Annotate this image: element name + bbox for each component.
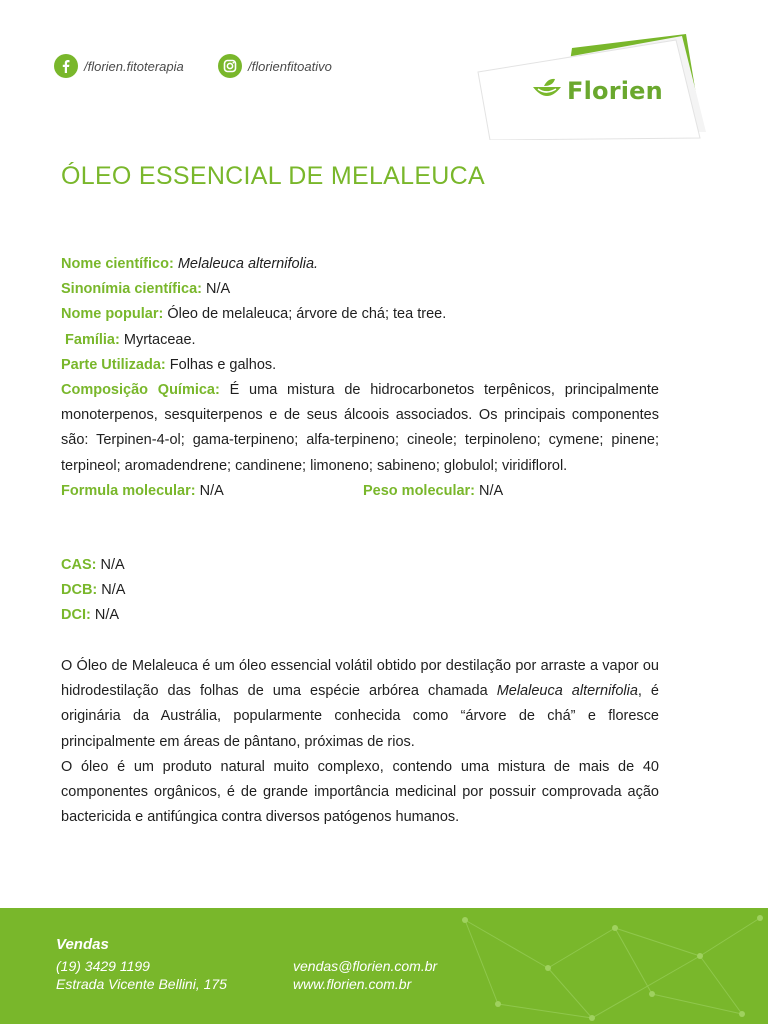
field-formula xyxy=(61,479,363,504)
brand-logo xyxy=(529,77,663,105)
field-familia xyxy=(61,328,659,353)
footer-website[interactable]: www.florien.com.br xyxy=(293,976,412,992)
field-label: Peso molecular: xyxy=(363,482,476,499)
field-label: Família: xyxy=(65,331,120,348)
field-value: É uma mistura de hidrocarbonetos terpênicos, principalmente monoterpenos, sesquiterpenos e de seus álcoois associados. Os principais componentes são: Terpinen-4-ol; gama-terpineno; alfa-terpineno; cineole; terpinoleno; cymene; pinene; terpineol; aromadendrene; candinene; limoneno; sabineno; globulol; viridiflorol. xyxy=(61,382,659,474)
field-label: Nome científico: xyxy=(61,256,174,272)
registry-fields xyxy=(61,553,659,629)
field-label: Nome popular: xyxy=(61,306,164,323)
field-label: CAS: xyxy=(61,557,97,573)
facebook-link[interactable] xyxy=(54,54,184,78)
field-composicao xyxy=(61,378,659,479)
footer-address: Estrada Vicente Bellini, 175 xyxy=(56,976,227,992)
field-value: N/A xyxy=(206,281,231,298)
field-value: Folhas e galhos. xyxy=(169,356,277,373)
field-nome-popular xyxy=(61,302,659,327)
product-fields xyxy=(61,252,659,504)
brand-name: Florien xyxy=(567,77,663,105)
field-dci xyxy=(61,603,659,628)
field-label: Composição Química: xyxy=(61,382,220,399)
field-value: N/A xyxy=(199,482,224,499)
field-value: N/A xyxy=(100,557,125,573)
field-value: Óleo de melaleuca; árvore de chá; tea tree. xyxy=(167,306,447,323)
field-sinonimia xyxy=(61,277,659,302)
field-label: Formula molecular: xyxy=(61,482,196,499)
field-label: Sinonímia científica: xyxy=(61,281,202,298)
page-title: ÓLEO ESSENCIAL DE MELALEUCA xyxy=(61,162,485,190)
footer-phone: (19) 3429 1199 xyxy=(56,958,150,974)
footer-heading: Vendas xyxy=(56,936,109,953)
field-nome-cientifico xyxy=(61,252,659,277)
field-molecular-row xyxy=(61,479,659,504)
field-value: Melaleuca alternifolia. xyxy=(177,256,319,272)
instagram-icon xyxy=(218,54,242,78)
description xyxy=(61,654,659,830)
footer-email[interactable]: vendas@florien.com.br xyxy=(293,958,438,974)
facebook-handle: /florien.fitoterapia xyxy=(84,58,184,74)
description-paragraph: O Óleo de Melaleuca é um óleo essencial volátil obtido por destilação por arraste a vapor ou hidrodestilação das folhas de uma espécie arbórea chamada Melaleuca alternifolia, é originária da Austrália, popularmente conhecida como “árvore de chá” e floresce principalmente em áreas de pântano, próximas de rios. xyxy=(61,658,659,750)
field-value: N/A xyxy=(101,582,126,599)
field-label: Parte Utilizada: xyxy=(61,356,166,373)
field-cas xyxy=(61,553,659,578)
field-parte-utilizada xyxy=(61,353,659,378)
page-header xyxy=(0,0,768,140)
page-footer xyxy=(0,908,768,1024)
facebook-icon xyxy=(54,54,78,78)
leaf-bowl-icon xyxy=(529,77,565,105)
field-label: DCI: xyxy=(61,607,91,624)
species-name: Melaleuca alternifolia xyxy=(496,683,638,700)
field-value: Myrtaceae. xyxy=(123,331,196,348)
field-dcb xyxy=(61,578,659,603)
description-paragraph: O óleo é um produto natural muito complexo, contendo uma mistura de mais de 40 componentes orgânicos, é de grande importância medicinal por possuir comprovada ação bactericida e antifúngica contra diversos patógenos humanos. xyxy=(61,758,659,826)
field-value: N/A xyxy=(479,482,504,499)
field-peso xyxy=(363,483,503,499)
field-value: N/A xyxy=(94,607,120,624)
instagram-handle: /florienfitoativo xyxy=(248,58,332,74)
instagram-link[interactable] xyxy=(218,54,332,78)
field-label: DCB: xyxy=(61,582,98,599)
